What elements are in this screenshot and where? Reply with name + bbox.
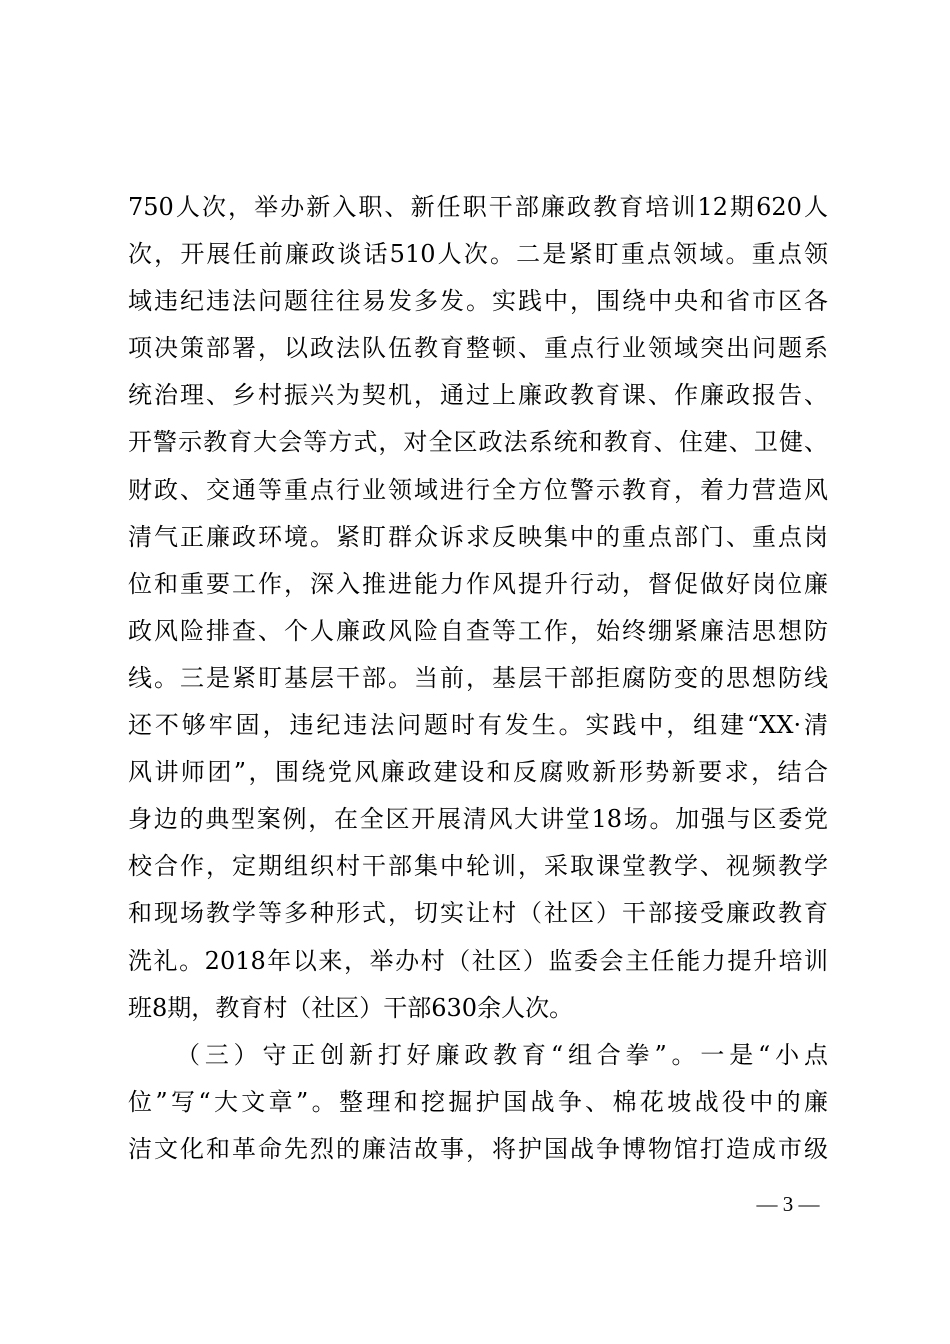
text-line: 位”写“大文章”。整理和挖掘护国战争、棉花坡战役中的廉	[128, 1087, 828, 1116]
text-line: 还不够牢固，违纪违法问题时有发生。实践中，组建“XX·清	[128, 711, 828, 740]
text-line: 域违纪违法问题往往易发多发。实践中，围绕中央和省市区各	[128, 287, 828, 316]
text-line: 政风险排查、个人廉政风险自查等工作，始终绷紧廉洁思想防	[128, 616, 828, 645]
text-line: 财政、交通等重点行业领域进行全方位警示教育，着力营造风	[128, 475, 828, 504]
text-line: 线。三是紧盯基层干部。当前，基层干部拒腐防变的思想防线	[128, 663, 828, 692]
paragraph-continuation	[128, 184, 828, 1032]
text-line: （三）守正创新打好廉政教育“组合拳”。一是“小点	[176, 1040, 828, 1069]
text-line: 项决策部署，以政法队伍教育整顿、重点行业领域突出问题系	[128, 334, 828, 363]
text-line: 班8期，教育村（社区）干部630余人次。	[128, 993, 574, 1022]
text-line: 位和重要工作，深入推进能力作风提升行动，督促做好岗位廉	[128, 569, 828, 598]
text-line: 和现场教学等多种形式，切实让村（社区）干部接受廉政教育	[128, 899, 828, 928]
text-line: 风讲师团”，围绕党风廉政建设和反腐败新形势新要求，结合	[128, 758, 828, 787]
text-line: 洗礼。2018年以来，举办村（社区）监委会主任能力提升培训	[128, 946, 828, 975]
text-line: 洁文化和革命先烈的廉洁故事，将护国战争博物馆打造成市级	[128, 1134, 828, 1163]
text-line: 次，开展任前廉政谈话510人次。二是紧盯重点领域。重点领	[128, 240, 828, 269]
text-line: 统治理、乡村振兴为契机，通过上廉政教育课、作廉政报告、	[128, 381, 828, 410]
page-number: — 3 —	[756, 1192, 820, 1216]
text-line: 身边的典型案例，在全区开展清风大讲堂18场。加强与区委党	[128, 805, 828, 834]
text-line: 750人次，举办新入职、新任职干部廉政教育培训12期620人	[128, 193, 828, 221]
text-line: 校合作，定期组织村干部集中轮训，采取课堂教学、视频教学	[128, 852, 828, 881]
text-line: 清气正廉政环境。紧盯群众诉求反映集中的重点部门、重点岗	[128, 522, 828, 551]
text-line: 开警示教育大会等方式，对全区政法系统和教育、住建、卫健、	[128, 428, 828, 457]
body-text	[128, 184, 828, 1173]
paragraph-section-three	[128, 1032, 828, 1173]
